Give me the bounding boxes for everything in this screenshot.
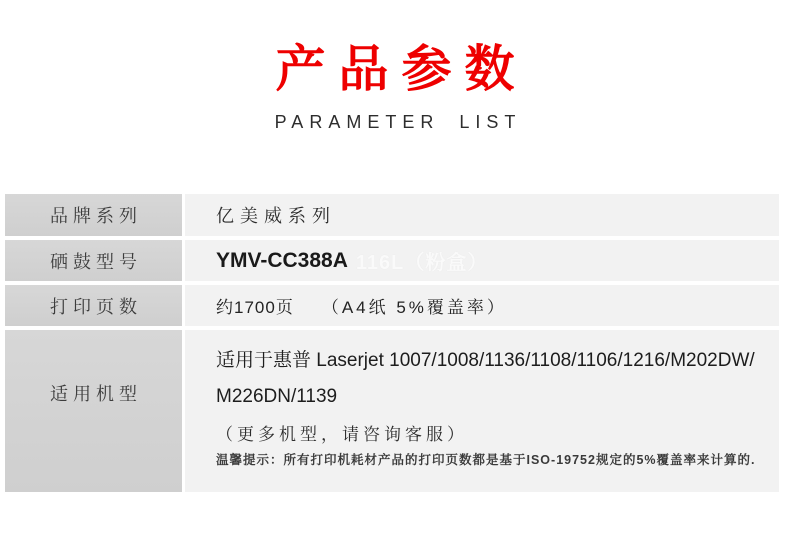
models-line-2: M226DN/1139: [216, 386, 338, 407]
spec-label-brand: 品牌系列: [5, 194, 182, 236]
page-header: [0, 0, 790, 132]
spec-label-models: [5, 330, 182, 492]
spec-label-model: 硒鼓型号: [5, 240, 182, 281]
table-row-models: [5, 330, 779, 492]
brand-series-value: 亿美威系列: [216, 206, 336, 226]
spec-label-pages: 打印页数: [5, 285, 182, 326]
spec-table: [5, 194, 779, 492]
cartridge-model-value: YMV-CC388A: [216, 248, 348, 272]
spec-value-models: [185, 330, 779, 492]
spec-label-models-text: 适用机型: [50, 384, 142, 404]
spec-value-model: [185, 240, 779, 281]
table-row-model: [5, 240, 779, 281]
page-yield-note: （A4纸 5%覆盖率）: [321, 298, 507, 317]
coverage-hint: 温馨提示：所有打印机耗材产品的打印页数都是基于ISO-19752规定的5%覆盖率来计算的.: [216, 453, 756, 467]
model-watermark-text: 116L（粉盒）: [355, 252, 489, 274]
page-title: 产品参数: [275, 41, 528, 97]
models-line-1: 适用于惠普 Laserjet 1007/1008/1136/1108/1106/1216/M202DW/: [216, 350, 755, 371]
spec-value-brand: [185, 194, 779, 236]
table-row-pages: [5, 285, 779, 326]
spec-value-pages: [185, 285, 779, 326]
page-subtitle: PARAMETER LIST: [274, 112, 522, 132]
page-yield-value: 约1700页: [216, 298, 294, 317]
more-models-note: （更多机型，请咨询客服）: [216, 425, 468, 444]
table-row-brand: [5, 194, 779, 236]
